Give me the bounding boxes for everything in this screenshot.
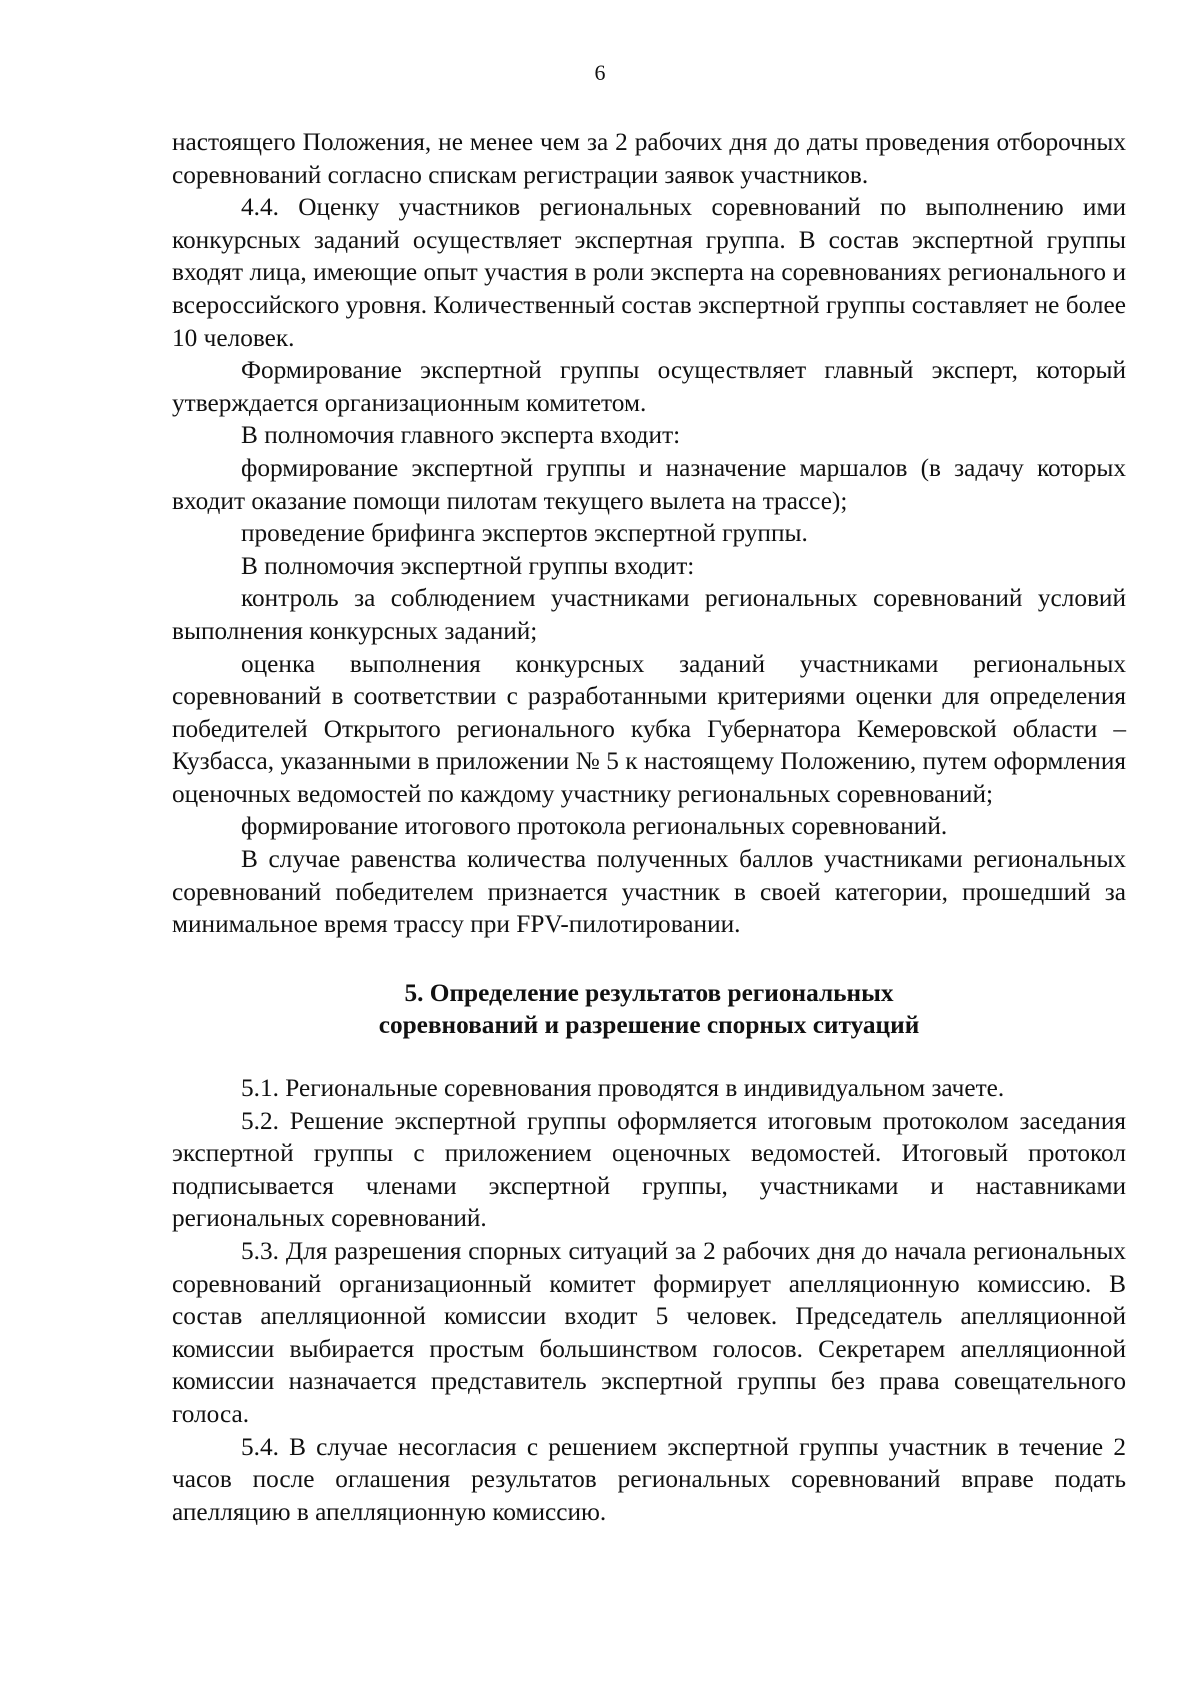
section-heading — [172, 977, 1126, 1042]
paragraph: 4.4. Оценку участников региональных соревнований по выполнению ими конкурсных заданий осуществляет экспертная группа. В состав экспертной группы входят лица, имеющие опыт участия в роли эксперта на соревнованиях регионального и всероссийского уровня. Количественный состав экспертной группы составляет не более 10 человек. — [172, 193, 1126, 352]
paragraph: 5.1. Региональные соревнования проводятся в индивидуальном зачете. — [241, 1074, 1005, 1103]
paragraph: формирование итогового протокола региональных соревнований. — [241, 812, 948, 841]
paragraph: проведение брифинга экспертов экспертной группы. — [241, 519, 808, 548]
paragraph: формирование экспертной группы и назначение маршалов (в задачу которых входит оказание помощи пилотам текущего вылета на трассе); — [172, 453, 1126, 515]
paragraph: контроль за соблюдением участниками региональных соревнований условий выполнения конкурсных заданий; — [172, 584, 1126, 645]
paragraph: оценка выполнения конкурсных заданий участниками региональных соревнований в соответствии с разработанными критериями оценки для определения победителей Открытого регионального кубка Губернатора Кемеровской области – Кузбасса, указанными в приложении № 5 к настоящему Положению, путем оформления оценочных ведомостей по каждому участнику региональных соревнований; — [172, 649, 1126, 808]
section-heading-line-1: 5. Определение результатов региональных — [404, 978, 894, 1007]
paragraph: В полномочия главного эксперта входит: — [241, 421, 681, 450]
paragraph: В случае равенства количества полученных баллов участниками региональных соревнований победителем признается участник в своей категории, прошедший за минимальное время трассу при FPV-пилотировании. — [172, 845, 1126, 939]
paragraph: 5.4. В случае несогласия с решением экспертной группы участник в течение 2 часов после оглашения результатов региональных соревнований вправе подать апелляцию в апелляционную комиссию. — [172, 1432, 1126, 1526]
document-body — [172, 126, 1126, 1528]
section-heading-line-2: соревнований и разрешение спорных ситуаций — [378, 1011, 920, 1040]
paragraph: 5.3. Для разрешения спорных ситуаций за 2 рабочих дня до начала региональных соревнований организационный комитет формирует апелляционную комиссию. В состав апелляционной комиссии входит 5 человек. Председатель апелляционной комиссии выбирается простым большинством голосов. Секретарем апелляционной комиссии назначается представитель экспертной группы без права совещательного голоса. — [172, 1237, 1126, 1428]
paragraphs-after-section — [172, 1072, 1126, 1528]
paragraph: 5.2. Решение экспертной группы оформляется итоговым протоколом заседания экспертной группы с приложением оценочных ведомостей. Итоговый протокол подписывается членами экспертной группы, участниками и наставниками региональных соревнований. — [172, 1106, 1126, 1233]
paragraphs-before-section — [172, 126, 1126, 941]
page-number: 6 — [594, 60, 606, 85]
paragraph: Формирование экспертной группы осуществляет главный эксперт, который утверждается организационным комитетом. — [172, 356, 1126, 417]
paragraph: В полномочия экспертной группы входит: — [241, 551, 695, 580]
paragraph: настоящего Положения, не менее чем за 2 рабочих дня до даты проведения отборочных соревнований согласно спискам регистрации заявок участников. — [172, 128, 1126, 189]
